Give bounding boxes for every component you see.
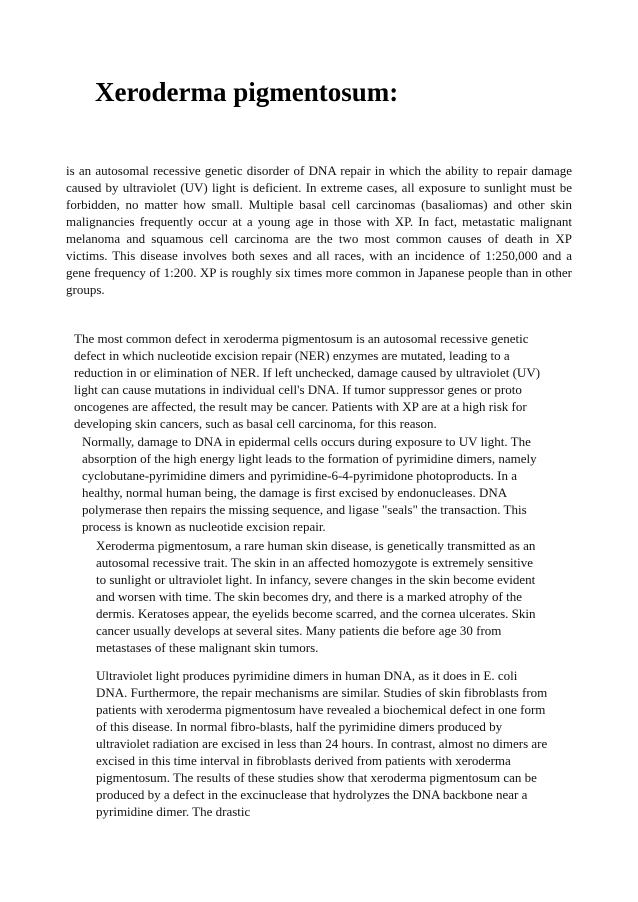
paragraph-common-defect: The most common defect in xeroderma pigmentosum is an autosomal recessive genetic defect in which nucleotide excision repair (NER) enzymes are mutated, leading to a reduction in or elimination of NER. If left unchecked, damage caused by ultraviolet (UV) light can cause mutations in individual cell's DNA. If tumor suppressor genes or proto oncogenes are affected, the result may be cancer. Patients with XP are at a high risk for developing skin cancers, such as basal cell carcinoma, for this reason. [74,331,541,431]
document-title: Xeroderma pigmentosum: [95,77,399,107]
paragraph-definition: is an autosomal recessive genetic disorder of DNA repair in which the ability to repair damage caused by ultraviolet (UV) light is deficient. In extreme cases, all exposure to sunlight must be forbidden, no matter how small. Multiple basal cell carcinomas (basaliomas) and other skin malignancies frequently occur at a young age in those with XP. In fact, metastatic malignant melanoma and squamous cell carcinoma are the two most common causes of death in XP victims. This disease involves both sexes and all races, with an incidence of 1:250,000 and a gene frequency of 1:200. XP is roughly six times more common in Japanese people than in other groups. [66,163,572,297]
paragraph-disease-description: Xeroderma pigmentosum, a rare human skin disease, is genetically transmitted as an autosomal recessive trait. The skin in an affected homozygote is extremely sensitive to sunlight or ultraviolet light. In infancy, severe changes in the skin become evident and worsen with time. The skin becomes dry, and there is a marked atrophy of the dermis. Keratoses appear, the eyelids become scarred, and the cornea ulcerates. Skin cancer usually develops at several sites. Many patients die before age 30 from metastases of these malignant skin tumors. [96,538,536,655]
paragraph-normal-repair: Normally, damage to DNA in epidermal cells occurs during exposure to UV light. The absorption of the high energy light leads to the formation of pyrimidine dimers, namely cyclobutane-pyrimidine dimers and pyrimidine-6-4-pyrimidone photoproducts. In a healthy, normal human being, the damage is first excised by endonucleases. DNA polymerase then repairs the missing sequence, and ligase "seals" the transaction. This process is known as nucleotide excision repair. [82,434,537,534]
paragraph-pyrimidine-dimers: Ultraviolet light produces pyrimidine dimers in human DNA, as it does in E. coli DNA. Furthermore, the repair mechanisms are similar. Studies of skin fibroblasts from patients with xeroderma pigmentosum have revealed a biochemical defect in one form of this disease. In normal fibro-blasts, half the pyrimidine dimers produced by ultraviolet radiation are excised in less than 24 hours. In contrast, almost no dimers are excised in this time interval in fibroblasts derived from patients with xeroderma pigmentosum. The results of these studies show that xeroderma pigmentosum can be produced by a defect in the excinuclease that hydrolyzes the DNA backbone near a pyrimidine dimer. The drastic [96,668,548,819]
